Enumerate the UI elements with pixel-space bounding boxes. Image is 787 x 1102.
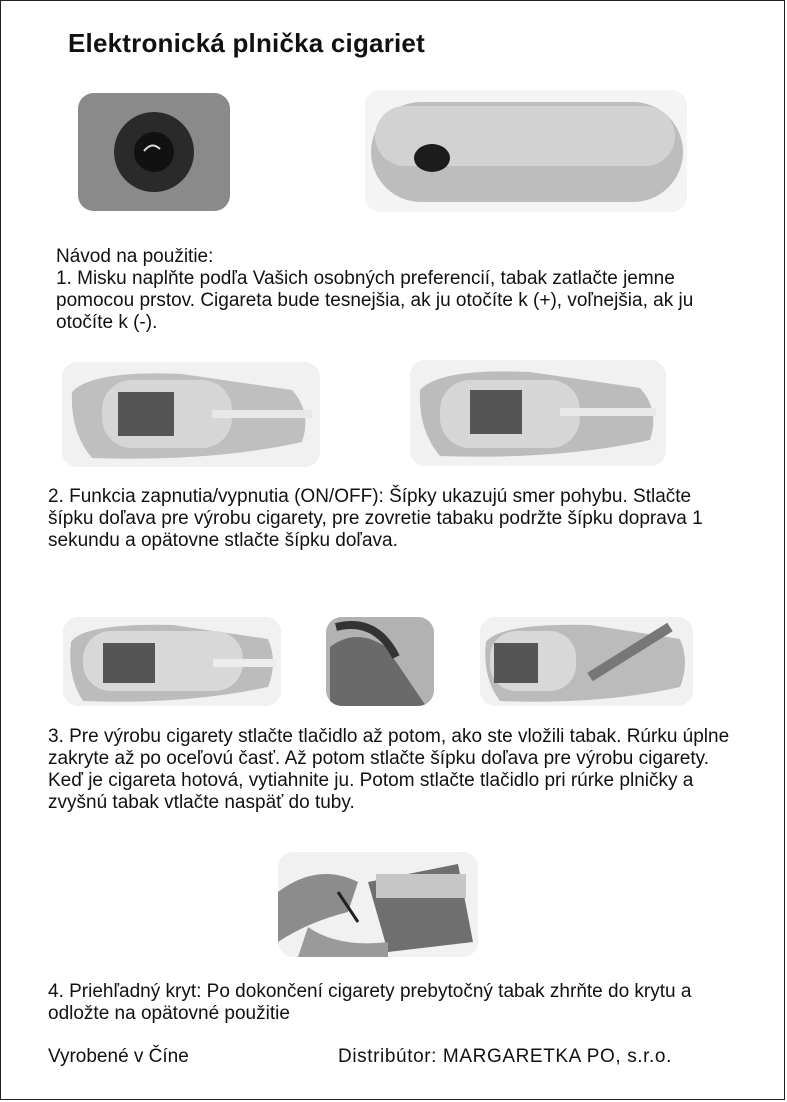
photo-step3 <box>278 852 478 957</box>
step-2-text: 2. Funkcia zapnutia/vypnutia (ON/OFF): Šípky ukazujú smer pohybu. Stlačte šípku doľava pre výrobu cigarety, pre zovretie tabaku podržte šípku doprava 1 sekundu a opätovne stlačte šípku doľava. <box>48 486 703 551</box>
photo-step1-left <box>62 362 320 467</box>
instructions-heading: Návod na použitie: <box>56 246 214 267</box>
photo-step2-middle <box>326 617 434 706</box>
step-4-text: 4. Priehľadný kryt: Po dokončení cigarety prebytočný tabak zhrňte do krytu a odložte na opätovné použitie <box>48 981 692 1024</box>
step-3-text: 3. Pre výrobu cigarety stlačte tlačidlo až potom, ako ste vložili tabak. Rúrku úplne zakryte až po oceľovú časť. Až potom stlačte šípku doľava pre výrobu cigarety. Keď je cigareta hotová, vytiahnite ju. Potom stlačte tlačidlo pri rúrke plničky a zvyšnú tabak vtlačte naspäť do tuby. <box>48 726 730 813</box>
photo-step2-right <box>480 617 693 706</box>
distributor-text: Distribútor: MARGARETKA PO, s.r.o. <box>338 1046 672 1067</box>
photo-step1-right <box>410 360 666 466</box>
page-title: Elektronická plnička cigariet <box>68 28 425 58</box>
step-1-text: 1. Misku naplňte podľa Vašich osobných preferencií, tabak zatlačte jemne pomocou prstov. Cigareta bude tesnejšia, ak ju otočíte k (+), voľnejšia, ak ju otočíte k (-). <box>56 268 694 333</box>
photo-bowl-closeup <box>78 93 230 211</box>
photo-step2-left <box>63 617 281 706</box>
made-in-text: Vyrobené v Číne <box>48 1046 189 1067</box>
photo-device-closed <box>365 90 687 212</box>
